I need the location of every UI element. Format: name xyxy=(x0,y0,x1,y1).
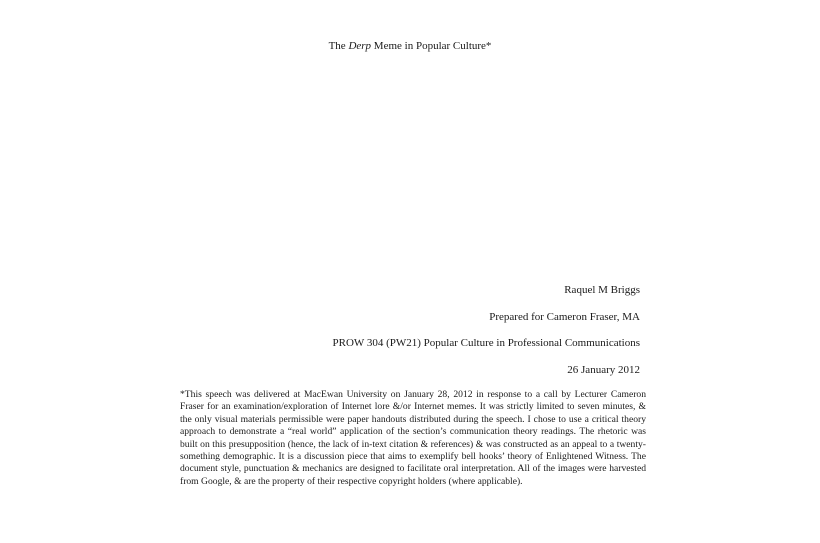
prepared-for: Prepared for Cameron Fraser, MA xyxy=(489,311,640,323)
title-emphasis: Derp xyxy=(348,40,372,52)
title-suffix: Meme in Popular Culture* xyxy=(371,40,492,52)
footnote: *This speech was delivered at MacEwan University on January 28, 2012 in response to a call by Lecturer Cameron Fraser for an examination/exploration of Internet lore &/or Internet memes. It was strictly limited to seven minutes, & the only visual materials permissible were paper handouts distributed during the speech. I chose to use a critical theory approach to demonstrate a “real world” application of the section’s communication theory readings. The rhetoric was built on this presupposition (hence, the lack of in-text citation & references) & was constructed as an appeal to a twenty-something demographic. It is a discussion piece that aims to exemplify bell hooks’ theory of Enlightened Witness. The document style, punctuation & mechanics are designed to facilitate oral interpretation. All of the images were harvested from Google, & are the property of their respective copyright holders (where applicable). xyxy=(180,389,646,487)
document-title xyxy=(0,40,820,52)
author-name: Raquel M Briggs xyxy=(564,284,640,296)
course-line: PROW 304 (PW21) Popular Culture in Professional Communications xyxy=(332,337,640,349)
title-prefix: The xyxy=(328,40,349,52)
document-date: 26 January 2012 xyxy=(567,364,640,376)
